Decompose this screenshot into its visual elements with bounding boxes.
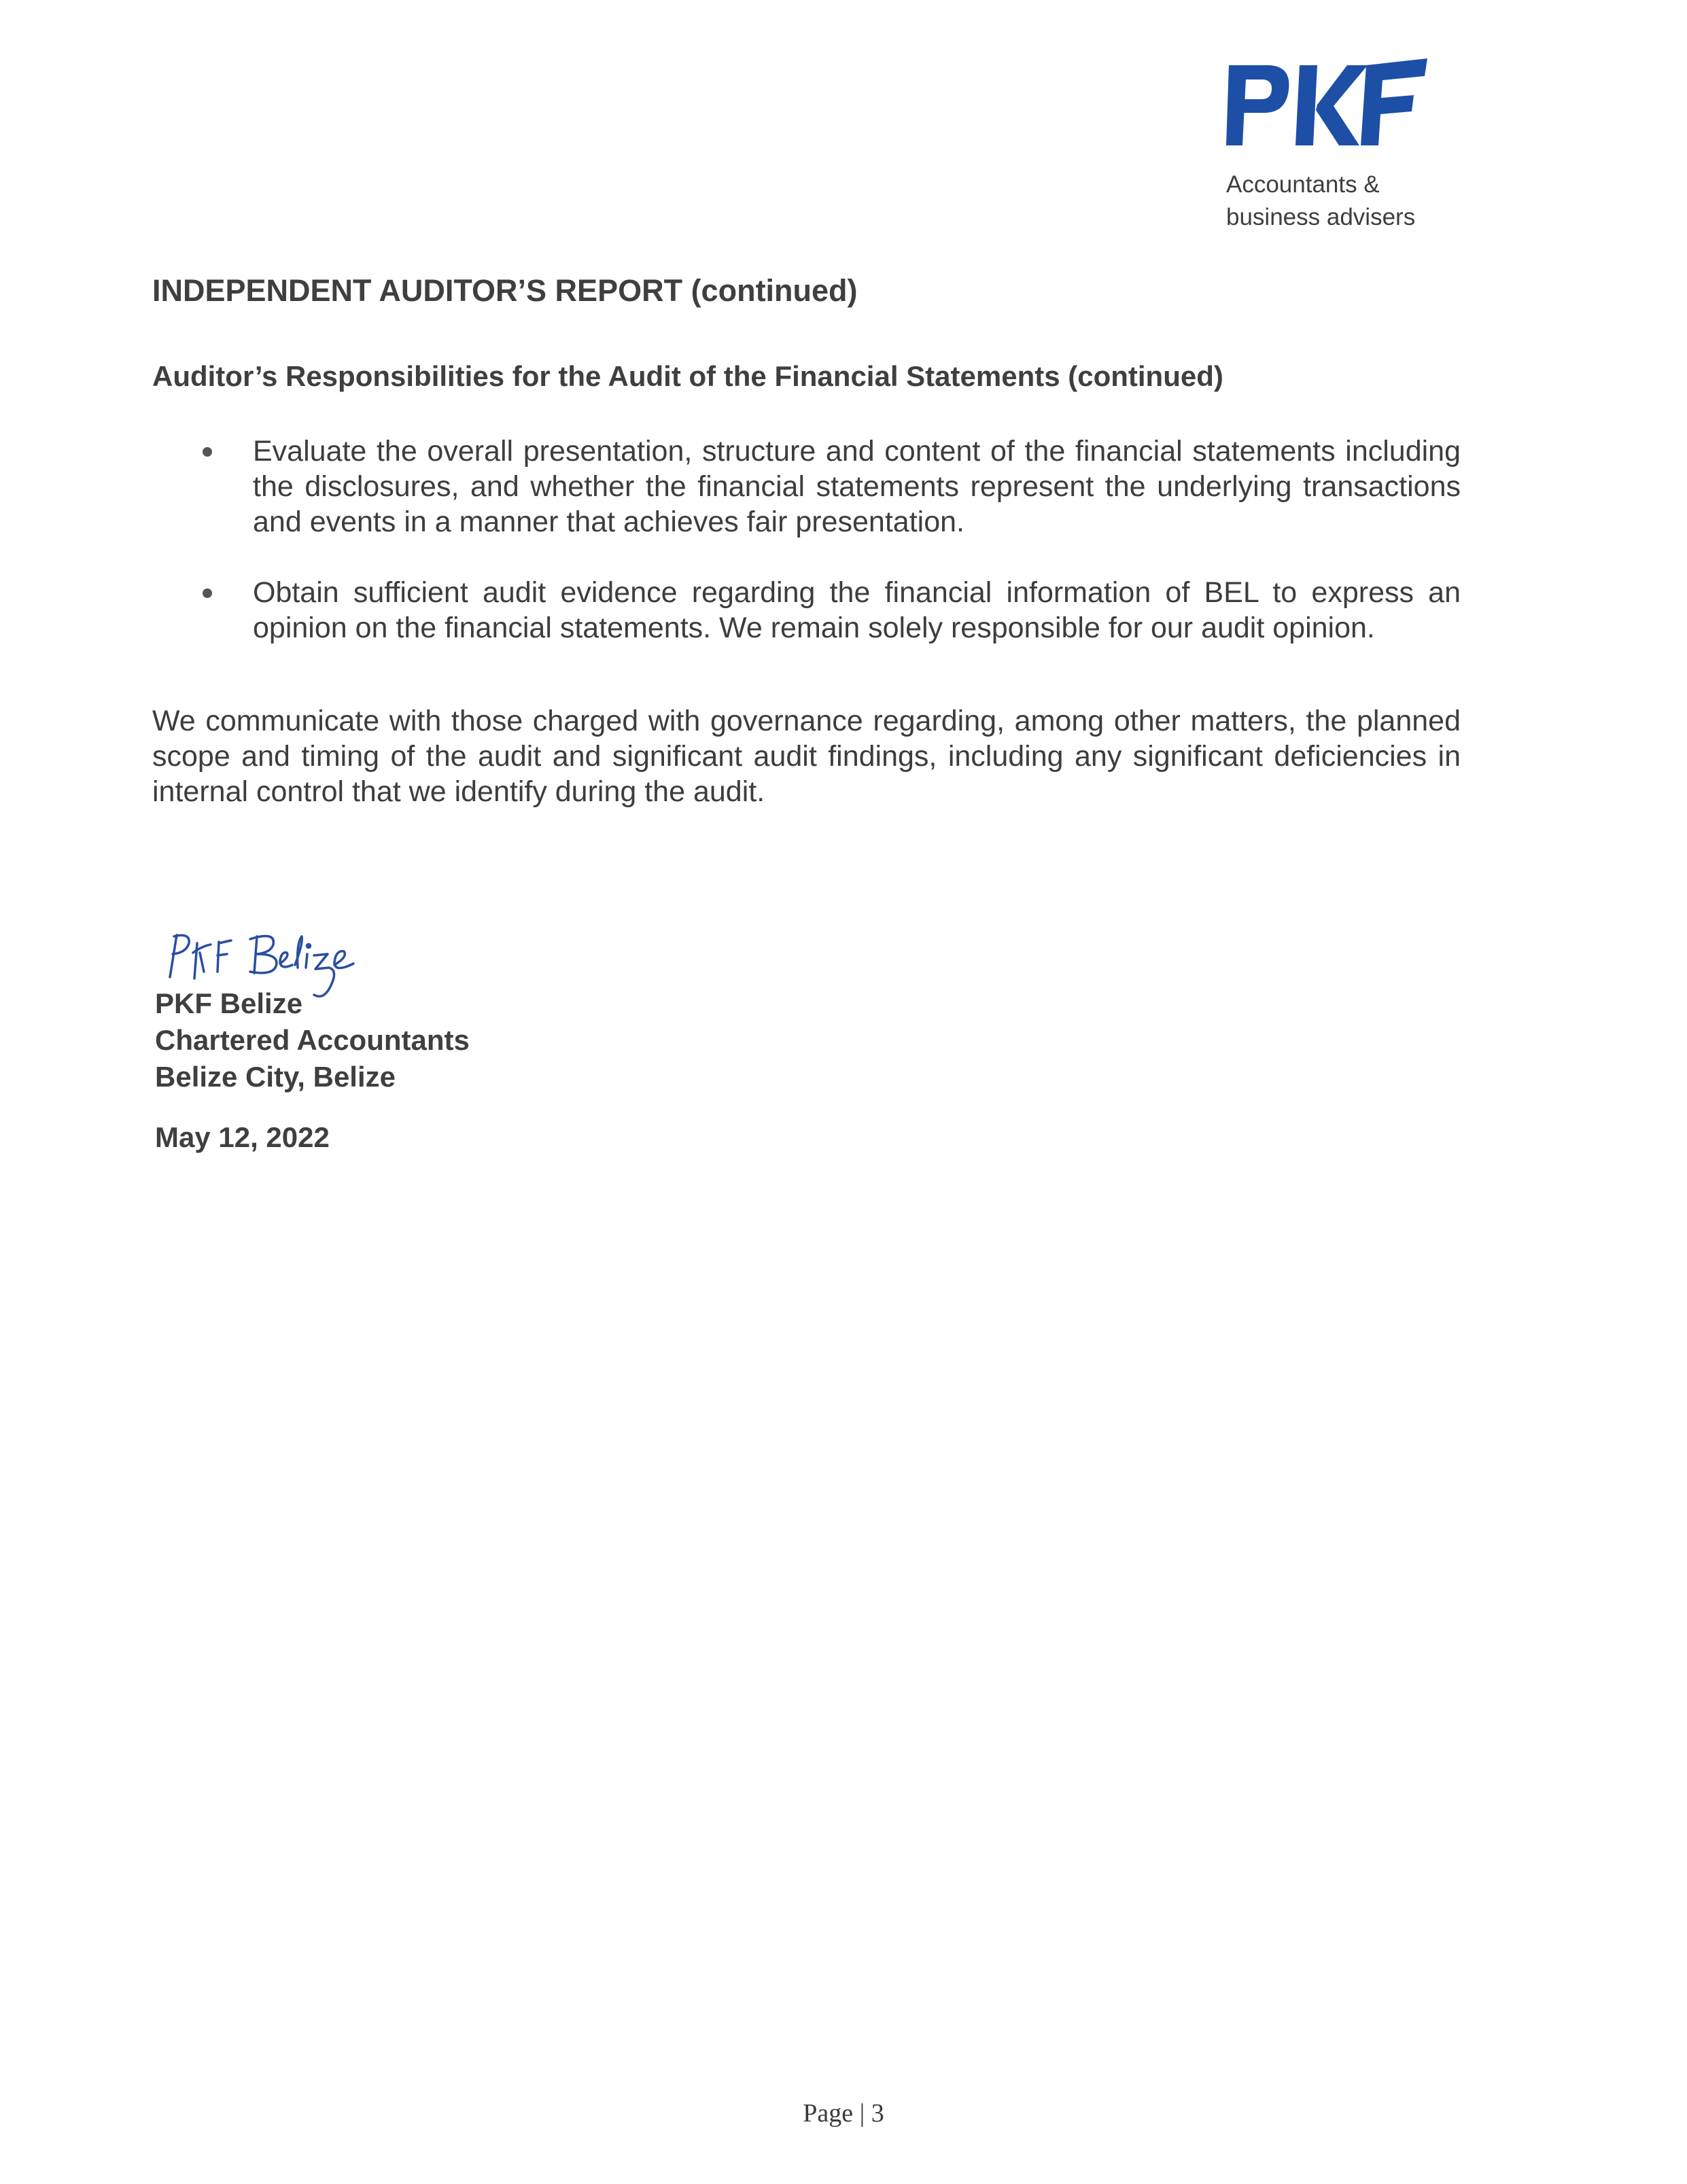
pkf-logo-mark — [1226, 57, 1430, 152]
list-item — [152, 434, 1461, 540]
page-number: Page | 3 — [803, 2099, 884, 2128]
list-item-text: Obtain sufficient audit evidence regarding the financial information of BEL to express an opinion on the financial statements. We remain solely responsible for our audit opinion. — [253, 576, 1461, 644]
governance-paragraph: We communicate with those charged with governance regarding, among other matters, the planned scope and timing of the audit and significant audit findings, including any significant deficiencies in internal control that we identify during the audit. — [152, 705, 1461, 808]
bullet-icon — [203, 447, 212, 457]
signoff-block — [155, 985, 470, 1095]
report-title: INDEPENDENT AUDITOR’S REPORT (continued) — [152, 273, 858, 308]
pkf-logo — [1226, 57, 1430, 234]
signoff-location: Belize City, Belize — [155, 1061, 396, 1093]
report-date: May 12, 2022 — [155, 1121, 330, 1153]
responsibilities-list — [152, 434, 1461, 646]
logo-tagline — [1226, 169, 1430, 234]
signoff-designation: Chartered Accountants — [155, 1024, 470, 1056]
logo-tagline-line-1: Accountants & — [1226, 171, 1380, 198]
list-item-text: Evaluate the overall presentation, structure and content of the financial statements including the disclosures, and whether the financial statements represent the underlying transactions and events in a manner that achieves fair presentation. — [253, 435, 1461, 538]
logo-tagline-line-2: business advisers — [1226, 204, 1416, 230]
bullet-icon — [203, 588, 212, 598]
list-item — [152, 575, 1461, 646]
section-heading: Auditor’s Responsibilities for the Audit of the Financial Statements (continued) — [152, 360, 1223, 392]
signoff-firm: PKF Belize — [155, 987, 303, 1019]
